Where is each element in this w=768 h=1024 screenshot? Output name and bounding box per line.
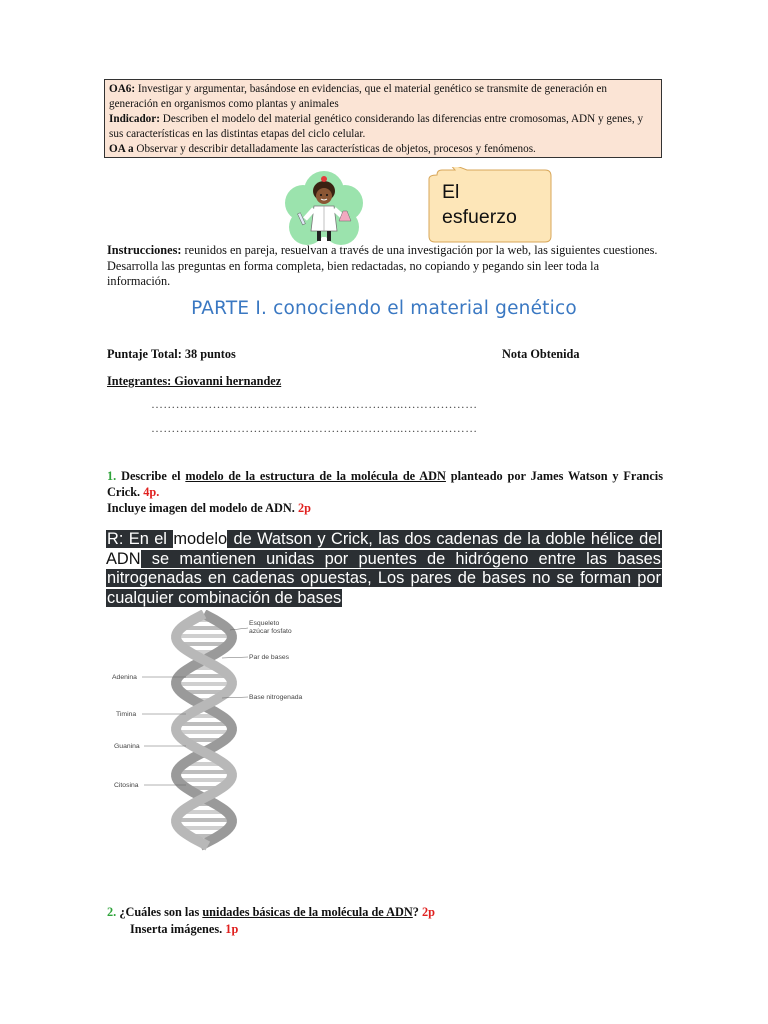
indicator: Indicador: Describen el modelo del material genético considerando las diferencias entre cromosomas, ADN y genes, y sus características en las distintas etapas del ciclo celular.: [109, 113, 644, 140]
label-guanina: Guanina: [114, 743, 140, 750]
label-timina: Timina: [116, 711, 137, 718]
scientist-illustration: [283, 169, 365, 249]
instructions: Instrucciones: reunidos en pareja, resuelvan a través de una investigación por la web, las siguientes cuestiones. Desarrolla las preguntas en forma completa, bien redactadas, no copiando y pegando sin leer toda la información.: [107, 243, 658, 288]
part-title: PARTE I. conociendo el material genético: [191, 298, 577, 319]
label-esqueleto: Esqueleto: [249, 620, 280, 627]
question-1: 1. Describe el modelo de la estructura de la molécula de ADN planteado por James Watson y Francis Crick. 4p. Incluye imagen del modelo de ADN. 2p: [107, 469, 663, 515]
label-adenina: Adenina: [112, 674, 137, 681]
answer-1: R: En el modelo de Watson y Crick, las dos cadenas de la doble hélice del ADN se mantienen unidas por puentes de hidrógeno entre las bases nitrogenadas en cadenas opuestas, Los pares de bases no se forman por cualquier combinación de bases: [106, 530, 661, 607]
oa6-objective: OA6: Investigar y argumentar, basándose en evidencias, que el material genético se transmite de generación en generación en organismos como plantas y animales: [109, 83, 607, 110]
members-line-3: ……………………………………………………..………………: [151, 421, 478, 435]
label-citosina: Citosina: [114, 782, 139, 789]
label-azucar-fosfato: azúcar fosfato: [249, 628, 292, 635]
total-score: Puntaje Total: 38 puntos: [107, 347, 236, 361]
speech-bubble-text: El esfuerzo: [442, 181, 517, 228]
question-2: 2. ¿Cuáles son las unidades básicas de la molécula de ADN? 2p Inserta imágenes. 1p: [107, 905, 436, 936]
oa-a-objective: OA a Observar y describir detalladamente las características de objetos, procesos y fenómenos.: [109, 143, 536, 155]
dna-double-helix-diagram: [112, 610, 332, 880]
label-par-de-bases: Par de bases: [249, 654, 290, 661]
members-line-2: ……………………………………………………..………………: [151, 397, 478, 411]
members-label: Integrantes: Giovanni hernandez: [107, 374, 282, 388]
objectives-box: [104, 79, 662, 158]
grade-obtained: Nota Obtenida: [502, 347, 580, 361]
label-base-nitrogenada: Base nitrogenada: [249, 694, 303, 701]
